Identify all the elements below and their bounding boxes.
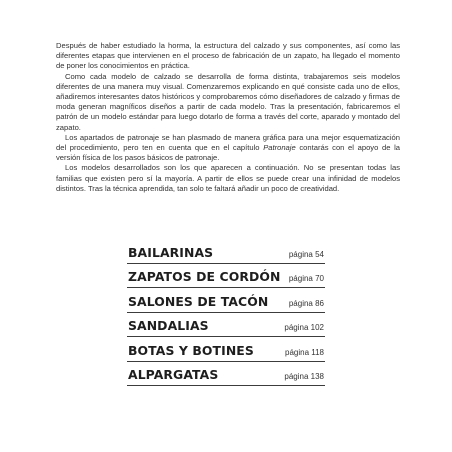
index-entry-salones-de-tacon bbox=[127, 288, 325, 313]
index-entry-botas-y-botines bbox=[127, 337, 325, 362]
intro-paragraph-3-start: Los apartados de patronaje se han plasmado de manera gráfica para una mejor esquematización del procedimiento, pero ten en cuenta que en el capítulo bbox=[56, 132, 400, 153]
index-entry-page: página 138 bbox=[284, 372, 324, 381]
index-entry-bailarinas bbox=[127, 239, 325, 264]
index-entry-page: página 102 bbox=[284, 323, 324, 332]
index-entry-page: página 118 bbox=[285, 347, 324, 357]
patronaje-chapter-reference: Patronaje bbox=[263, 143, 296, 153]
intro-paragraph-2: Como cada modelo de calzado se desarrolla de forma distinta, trabajaremos seis modelos diferentes de una manera muy visual. Comenzaremos explicando en qué consiste cada uno de ellos, añadiremos interesantes datos históricos y comprobaremos cómo diseñadores de calzado y firmas de moda generan magníficos diseños a partir de cada modelo. Tras la presentación, fabricaremos el patrón de un modelo estándar para luego dotarlo de forma a través del corte, aparado y montado del zapato. bbox=[56, 71, 400, 132]
intro-paragraph-3-end: contarás con el apoyo de la versión física de los pasos básicos de patronaje. bbox=[56, 143, 400, 163]
index-entry-title: BAILARINAS bbox=[128, 244, 214, 260]
index-entry-page: página 54 bbox=[288, 249, 324, 259]
index-entry-page: página 86 bbox=[288, 298, 324, 308]
index-entry-page: página 70 bbox=[288, 274, 324, 283]
intro-text bbox=[56, 41, 400, 194]
index-entry-title: SANDALIAS bbox=[128, 318, 209, 333]
intro-paragraph-3 bbox=[56, 133, 400, 164]
index-entry-title: ALPARGATAS bbox=[128, 367, 219, 382]
index-entry-title: SALONES DE TACÓN bbox=[128, 293, 269, 309]
models-index bbox=[127, 239, 325, 386]
index-entry-alpargatas bbox=[127, 362, 325, 387]
intro-paragraph-4: Los modelos desarrollados son los que aparecen a continuación. No se presentan todas las familias que existen pero sí la mayoría. A partir de ellos se puede crear una infinidad de modelos distintos. Tras la técnica aprendida, tan solo te faltará añadir un poco de creatividad. bbox=[56, 163, 400, 193]
intro-paragraph-1: Después de haber estudiado la horma, la estructura del calzado y sus componentes, así como las diferentes etapas que intervienen en el proceso de fabricación de un zapato, ha llegado el momento de poner los conocimientos en práctica. bbox=[56, 41, 400, 71]
index-entry-title: BOTAS Y BOTINES bbox=[128, 342, 254, 358]
index-entry-sandalias bbox=[127, 313, 325, 338]
index-entry-title: ZAPATOS DE CORDÓN bbox=[128, 269, 281, 284]
index-entry-zapatos-de-cordon bbox=[127, 264, 325, 289]
